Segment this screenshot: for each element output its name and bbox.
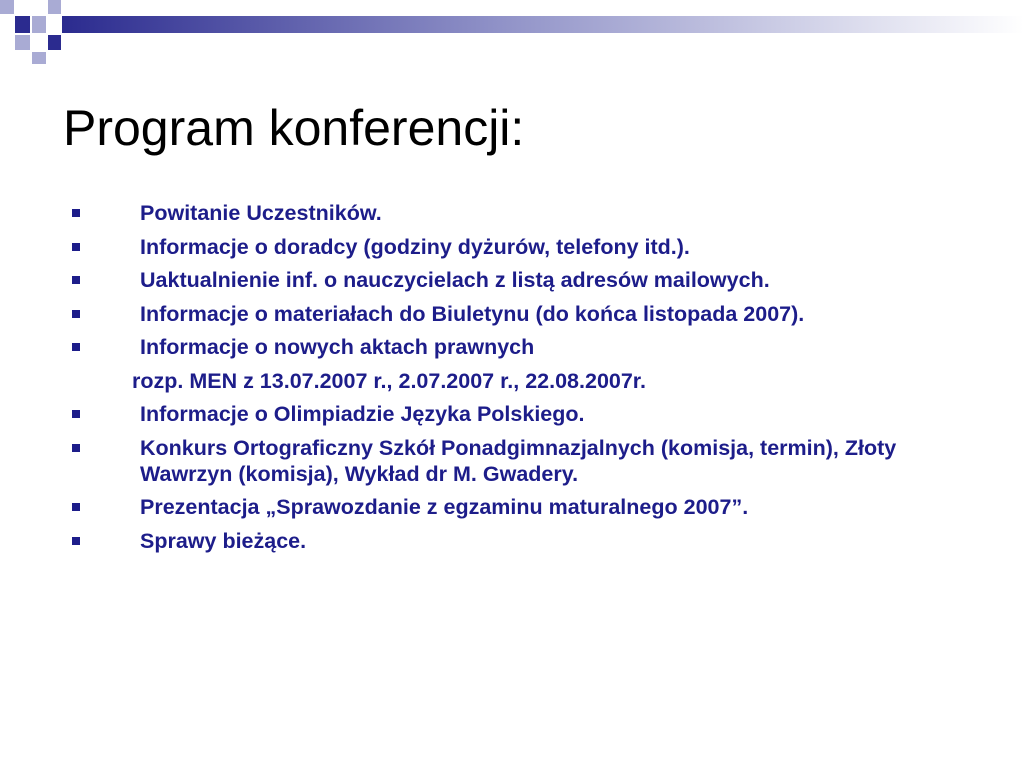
agenda-item-text: Uaktualnienie inf. o nauczycielach z listą adresów mailowych. (140, 268, 770, 292)
agenda-item-text: Prezentacja „Sprawozdanie z egzaminu maturalnego 2007”. (140, 495, 749, 519)
agenda-item-text: Informacje o nowych aktach prawnych (140, 335, 535, 359)
agenda-item (0, 334, 980, 360)
square-bullet-icon (72, 310, 80, 318)
agenda-item (0, 494, 980, 520)
agenda-item-text: Informacje o Olimpiadzie Języka Polskiego. (140, 402, 585, 426)
square-bullet-icon (72, 209, 80, 217)
square-bullet-icon (72, 276, 80, 284)
agenda-item-text: Powitanie Uczestników. (140, 201, 382, 225)
agenda-list (0, 200, 1000, 561)
agenda-item (0, 435, 980, 487)
agenda-item-text: Sprawy bieżące. (140, 528, 307, 553)
slide-title: Program konferencji: (63, 100, 525, 156)
header-gradient-bar (62, 16, 1024, 33)
agenda-item-continuation (0, 368, 972, 394)
agenda-item (0, 234, 980, 260)
decor-square (15, 35, 30, 50)
agenda-item-text: Konkurs Ortograficzny Szkół Ponadgimnazjalnych (komisja, termin), Złoty Wawrzyn (komisja), Wykład dr M. Gwadery. (140, 435, 897, 486)
agenda-item (0, 267, 980, 293)
square-bullet-icon (72, 444, 80, 452)
agenda-item (0, 401, 980, 427)
agenda-item-text: Informacje o doradcy (godziny dyżurów, telefony itd.). (140, 234, 690, 259)
decor-square (32, 16, 46, 33)
agenda-item-text: Informacje o materiałach do Biuletynu (do końca listopada 2007). (140, 301, 805, 326)
square-bullet-icon (72, 410, 80, 418)
square-bullet-icon (72, 537, 80, 545)
agenda-item-text: rozp. MEN z 13.07.2007 r., 2.07.2007 r., 22.08.2007r. (132, 368, 646, 393)
agenda-item (0, 301, 980, 327)
header-decoration (0, 0, 1024, 70)
decor-square (48, 35, 61, 50)
square-bullet-icon (72, 503, 80, 511)
agenda-item (0, 528, 980, 554)
agenda-item (0, 200, 980, 226)
decor-square (48, 0, 61, 14)
decor-square (32, 52, 46, 64)
square-bullet-icon (72, 243, 80, 251)
decor-square (0, 0, 14, 14)
square-bullet-icon (72, 343, 80, 351)
decor-square (15, 16, 30, 33)
